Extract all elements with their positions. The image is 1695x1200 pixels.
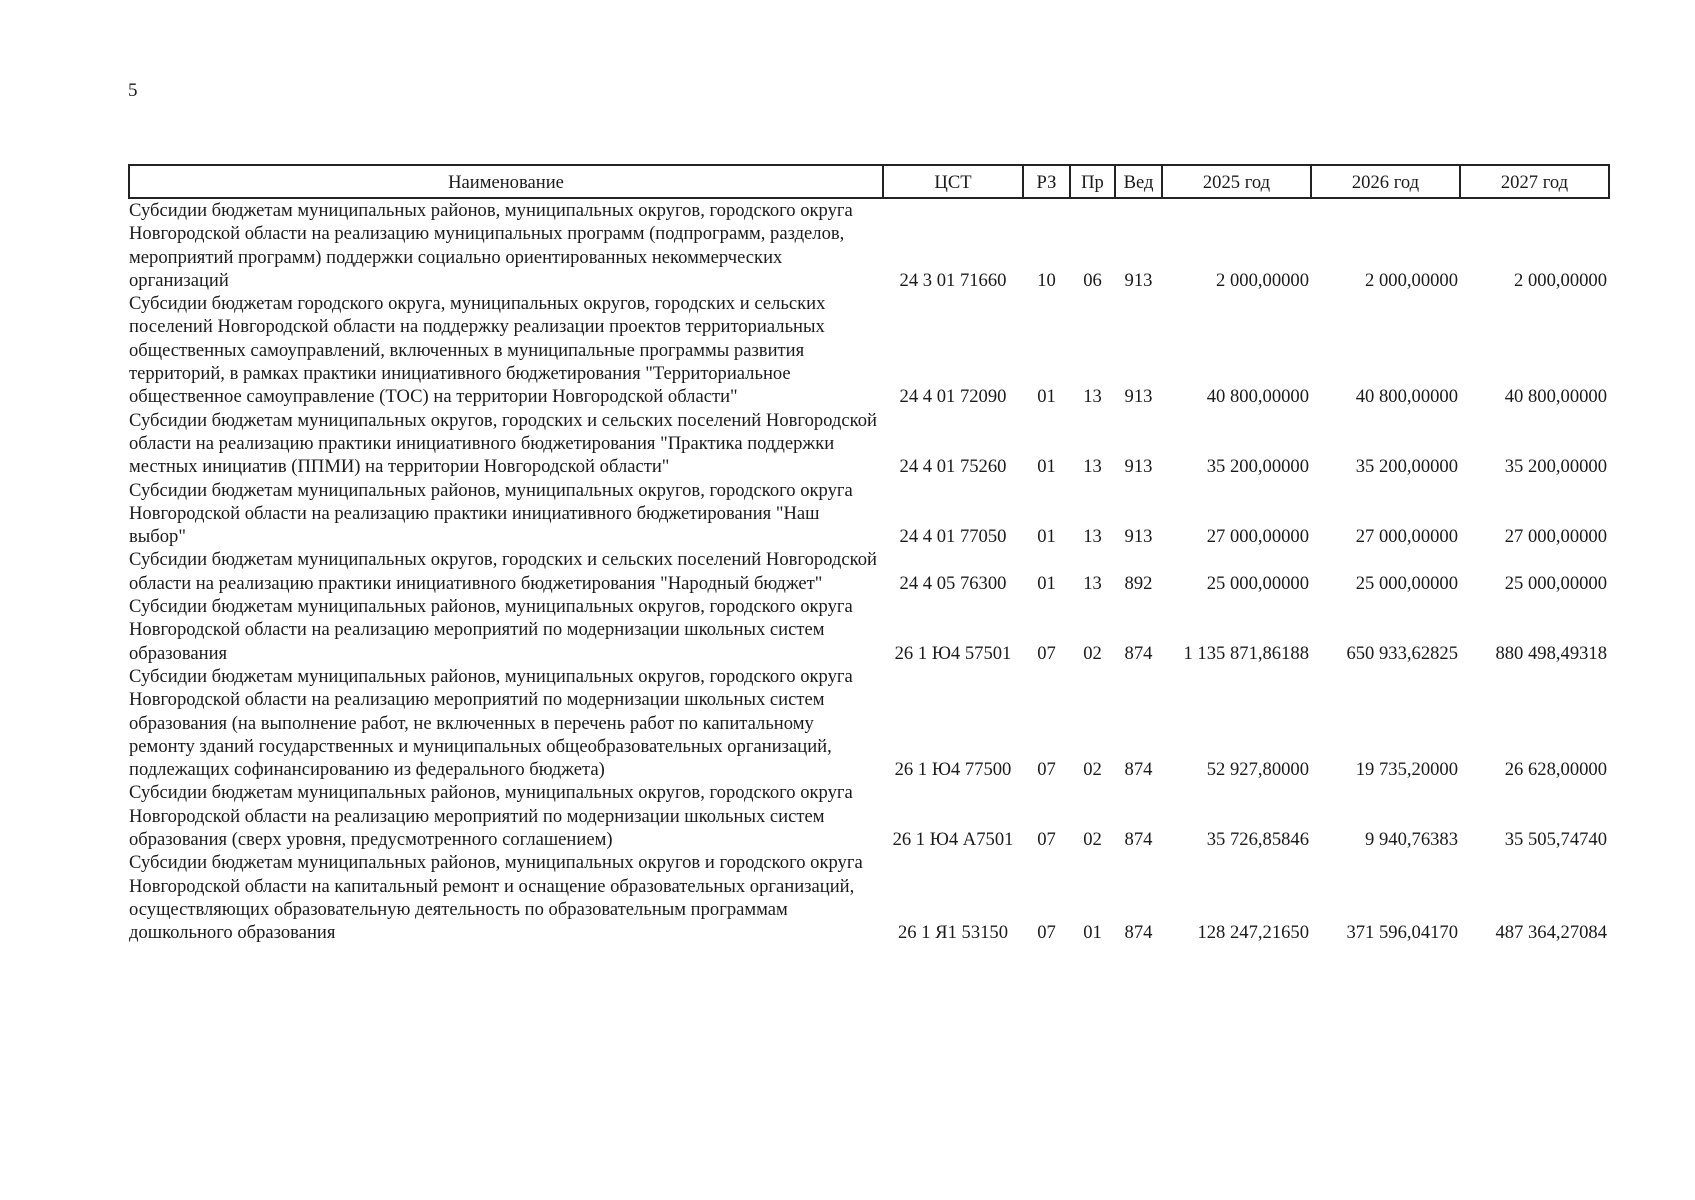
row-2027: 40 800,00000 (1504, 386, 1607, 408)
row-rz: 07 (1037, 642, 1056, 664)
header-2027: 2027 год (1460, 165, 1609, 198)
table-row (129, 781, 1609, 851)
table-header (129, 165, 1609, 198)
row-name: Субсидии бюджетам муниципальных районов, муниципальных округов, городского округа Новгородской области на реализацию мероприятий по модернизации школьных систем образования (сверх уровня, предусмотренного соглашением) (129, 782, 853, 851)
row-cst: 26 1 Я1 53150 (897, 922, 1009, 944)
row-cst: 24 4 01 72090 (899, 386, 1007, 408)
table-row (129, 851, 1609, 944)
row-pr: 13 (1083, 572, 1102, 594)
row-rz: 07 (1037, 922, 1056, 944)
row-name: Субсидии бюджетам муниципальных округов, городских и сельских поселений Новгородской области на реализацию практики инициативного бюджетирования "Практика поддержки местных инициатив (ППМИ) на территории Новгородской области" (129, 409, 877, 478)
page-number: 5 (128, 80, 138, 101)
header-ved: Вед (1115, 165, 1162, 198)
row-2027: 25 000,00000 (1504, 572, 1607, 594)
row-cst: 24 4 01 75260 (899, 456, 1007, 478)
row-cst: 24 4 01 77050 (899, 526, 1007, 548)
row-2026: 25 000,00000 (1355, 572, 1458, 594)
row-2025: 25 000,00000 (1206, 572, 1309, 594)
table-body (129, 198, 1609, 945)
row-ved: 892 (1124, 572, 1153, 594)
row-rz: 10 (1037, 269, 1056, 291)
row-pr: 02 (1083, 642, 1102, 664)
row-2025: 35 200,00000 (1206, 456, 1309, 478)
row-pr: 13 (1083, 456, 1102, 478)
row-pr: 06 (1083, 269, 1102, 291)
row-rz: 07 (1037, 759, 1056, 781)
row-ved: 874 (1124, 759, 1153, 781)
row-ved: 913 (1124, 526, 1153, 548)
row-ved: 913 (1124, 269, 1153, 291)
row-2026: 650 933,62825 (1346, 642, 1458, 664)
header-name: Наименование (129, 165, 883, 198)
row-cst: 24 3 01 71660 (899, 269, 1007, 291)
row-ved: 874 (1124, 922, 1153, 944)
row-2025: 2 000,00000 (1216, 269, 1309, 291)
row-2026: 40 800,00000 (1355, 386, 1458, 408)
row-ved: 913 (1124, 456, 1153, 478)
row-2025: 1 135 871,86188 (1183, 642, 1309, 664)
header-rz: РЗ (1023, 165, 1070, 198)
row-2025: 128 247,21650 (1197, 922, 1309, 944)
table-row (129, 479, 1609, 549)
row-ved: 913 (1124, 386, 1153, 408)
table-row (129, 665, 1609, 781)
row-2025: 35 726,85846 (1206, 829, 1309, 851)
header-2026: 2026 год (1311, 165, 1460, 198)
row-name: Субсидии бюджетам муниципальных районов, муниципальных округов, городского округа Новгородской области на реализацию муниципальных программ (подпрограмм, разделов, мероприятий программ) поддержки социально ориентированных некоммерческих организаций (129, 200, 853, 291)
row-rz: 07 (1037, 829, 1056, 851)
row-2026: 371 596,04170 (1346, 922, 1458, 944)
row-ved: 874 (1124, 642, 1153, 664)
row-2027: 880 498,49318 (1495, 642, 1607, 664)
table-row (129, 409, 1609, 479)
header-pr: Пр (1070, 165, 1115, 198)
row-2027: 27 000,00000 (1504, 526, 1607, 548)
row-2027: 35 200,00000 (1504, 456, 1607, 478)
row-pr: 01 (1083, 922, 1102, 944)
row-2025: 40 800,00000 (1206, 386, 1309, 408)
row-name: Субсидии бюджетам муниципальных районов, муниципальных округов и городского округа Новгородской области на капитальный ремонт и оснащение образовательных организаций, осуществляющих образовательную деятельность по образовательным программам дошкольного образования (129, 852, 863, 944)
row-pr: 02 (1083, 759, 1102, 781)
row-ved: 874 (1124, 829, 1153, 851)
row-name: Субсидии бюджетам муниципальных районов, муниципальных округов, городского округа Новгородской области на реализацию мероприятий по модернизации школьных систем образования (на выполнение работ, не включенных в перечень работ по капитальному ремонту зданий государственных и муниципальных общеобразовательных организаций, подлежащих софинансированию из федерального бюджета) (129, 665, 853, 781)
header-row (129, 165, 1609, 198)
row-cst: 26 1 Ю4 77500 (894, 759, 1012, 781)
row-rz: 01 (1037, 526, 1056, 548)
row-cst: 24 4 05 76300 (899, 572, 1007, 594)
row-rz: 01 (1037, 386, 1056, 408)
row-name: Субсидии бюджетам муниципальных районов, муниципальных округов, городского округа Новгородской области на реализацию практики инициативного бюджетирования "Наш выбор" (129, 479, 853, 548)
row-pr: 02 (1083, 829, 1102, 851)
row-2025: 52 927,80000 (1206, 759, 1309, 781)
table-row (129, 198, 1609, 292)
row-rz: 01 (1037, 456, 1056, 478)
row-name: Субсидии бюджетам городского округа, муниципальных округов, городских и сельских поселений Новгородской области на поддержку реализации проектов территориальных общественных самоуправлений, включенных в муниципальные программы развития территорий, в рамках практики инициативного бюджетирования "Территориальное общественное самоуправление (ТОС) на территории Новгородской области" (129, 293, 826, 408)
row-rz: 01 (1037, 572, 1056, 594)
table-row (129, 548, 1609, 595)
row-2027: 35 505,74740 (1504, 829, 1607, 851)
row-2027: 26 628,00000 (1504, 759, 1607, 781)
row-2026: 9 940,76383 (1365, 829, 1458, 851)
header-cst: ЦСТ (883, 165, 1023, 198)
row-cst: 26 1 Ю4 57501 (894, 642, 1012, 664)
row-2027: 487 364,27084 (1495, 922, 1607, 944)
row-2026: 19 735,20000 (1355, 759, 1458, 781)
table-row (129, 292, 1609, 408)
row-cst: 26 1 Ю4 А7501 (892, 829, 1014, 851)
row-pr: 13 (1083, 526, 1102, 548)
row-2026: 2 000,00000 (1365, 269, 1458, 291)
row-name: Субсидии бюджетам муниципальных районов, муниципальных округов, городского округа Новгородской области на реализацию мероприятий по модернизации школьных систем образования (129, 596, 853, 664)
header-2025: 2025 год (1162, 165, 1311, 198)
row-2025: 27 000,00000 (1206, 526, 1309, 548)
table-row (129, 595, 1609, 665)
row-2026: 27 000,00000 (1355, 526, 1458, 548)
row-pr: 13 (1083, 386, 1102, 408)
budget-table (128, 164, 1610, 945)
row-name: Субсидии бюджетам муниципальных округов, городских и сельских поселений Новгородской области на реализацию практики инициативного бюджетирования "Народный бюджет" (129, 549, 877, 594)
row-2026: 35 200,00000 (1355, 456, 1458, 478)
row-2027: 2 000,00000 (1514, 269, 1607, 291)
